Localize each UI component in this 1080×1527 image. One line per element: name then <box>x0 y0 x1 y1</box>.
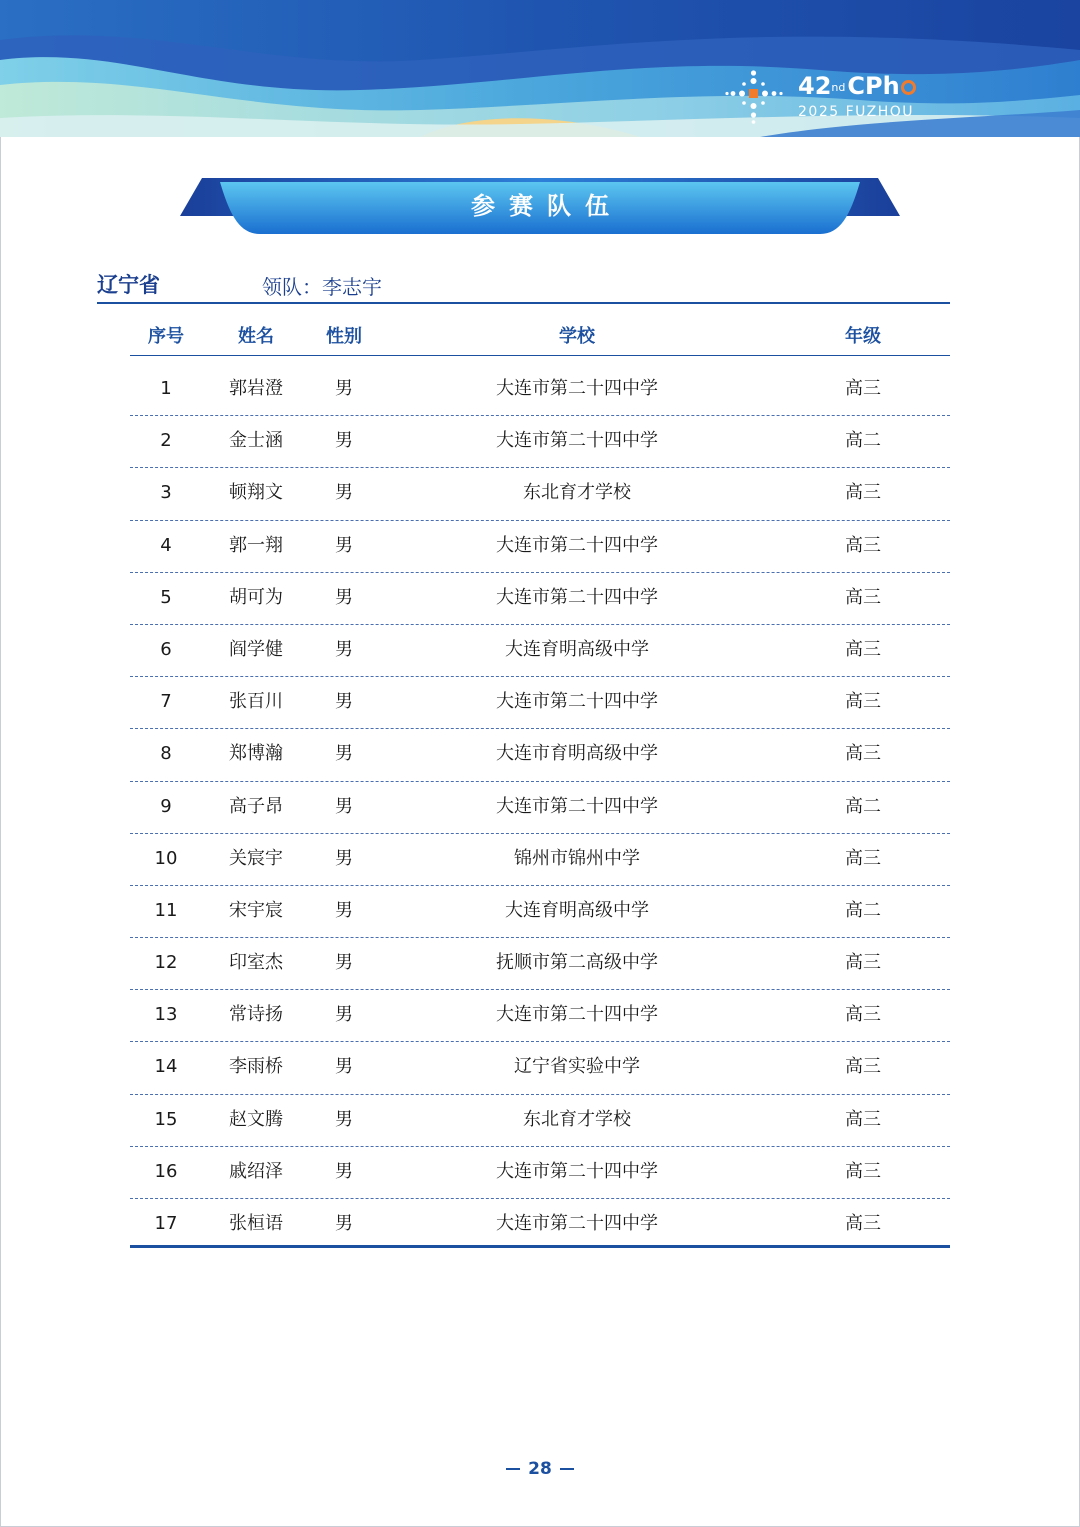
table-row: 17 张桓语 男 大连市第二十四中学 高三 <box>154 1213 881 1234</box>
leader-name: 李志宇 <box>322 275 382 299</box>
logo-subtitle: 2025 FUZHOU <box>798 104 915 120</box>
dash-icon <box>560 1468 574 1470</box>
header-rule <box>130 355 950 356</box>
table-row: 2 金士涵 男 大连市第二十四中学 高二 <box>130 416 950 468</box>
table-row: 5 胡可为 男 大连市第二十四中学 高三 <box>130 573 950 625</box>
table-row: 13 常诗扬 男 大连市第二十四中学 高三 <box>130 990 950 1042</box>
table-row: 3 顿翔文 男 东北育才学校 高三 <box>130 468 950 520</box>
dash-icon <box>506 1468 520 1470</box>
top-rule <box>97 302 950 304</box>
orange-ring-icon <box>901 80 916 95</box>
table-body <box>130 364 950 1251</box>
bottom-rule <box>130 1245 950 1248</box>
table-header <box>130 318 950 356</box>
table-row: 8 郑博瀚 男 大连市育明高级中学 高三 <box>130 729 950 781</box>
table-row: 14 李雨桥 男 辽宁省实验中学 高三 <box>130 1042 950 1094</box>
leader-label: 领队： <box>262 275 322 299</box>
header-banner <box>0 0 1080 137</box>
column-header-index: 序号 <box>148 326 184 347</box>
table-row: 12 印室杰 男 抚顺市第二高级中学 高三 <box>130 938 950 990</box>
section-title: 参赛队伍 <box>471 192 623 220</box>
table-row: 6 阎学健 男 大连育明高级中学 高三 <box>130 625 950 677</box>
column-header-gender: 性别 <box>326 326 362 347</box>
table-row: 16 戚绍泽 男 大连市第二十四中学 高三 <box>130 1147 950 1199</box>
page-number: 28 <box>0 1456 1080 1482</box>
table-row: 15 赵文腾 男 东北育才学校 高三 <box>130 1095 950 1147</box>
column-header-name: 姓名 <box>238 326 274 347</box>
logo-title: 42ndCPh <box>798 72 916 100</box>
table-row: 10 关宸宇 男 锦州市锦州中学 高三 <box>130 834 950 886</box>
table-row: 9 高子昂 男 大连市第二十四中学 高二 <box>130 782 950 834</box>
table-row: 11 宋宇宸 男 大连育明高级中学 高二 <box>130 886 950 938</box>
table-row: 1 郭岩澄 男 大连市第二十四中学 高三 <box>130 364 950 416</box>
column-header-school: 学校 <box>559 326 595 347</box>
cpho-logo <box>724 66 924 126</box>
column-header-grade: 年级 <box>845 326 881 347</box>
sparkle-logo-icon <box>724 66 790 126</box>
table-row: 7 张百川 男 大连市第二十四中学 高三 <box>130 677 950 729</box>
table-row: 4 郭一翔 男 大连市第二十四中学 高三 <box>130 521 950 573</box>
province-name: 辽宁省 <box>97 273 160 297</box>
team-leader <box>262 272 382 302</box>
